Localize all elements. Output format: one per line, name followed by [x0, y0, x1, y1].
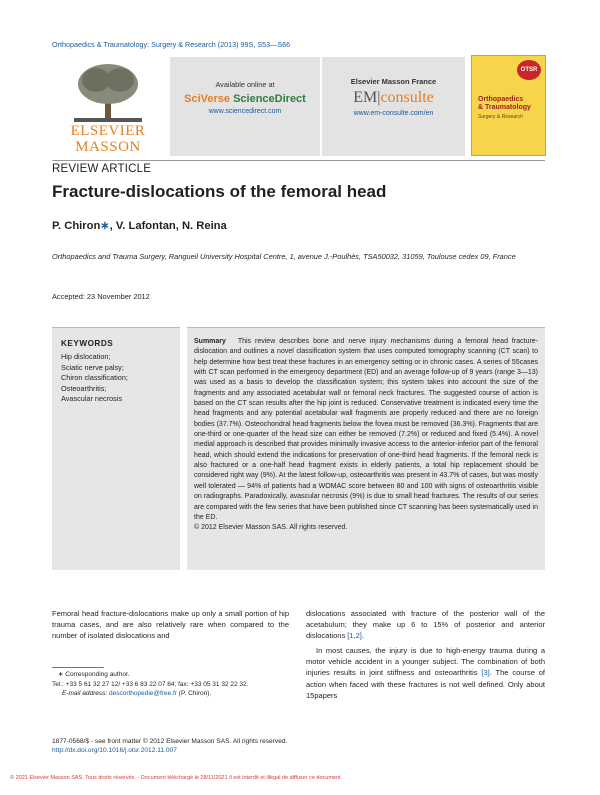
em-logo-consulte: consulte — [380, 89, 434, 106]
masson-logo-text: MASSON — [75, 139, 141, 155]
keywords-heading: KEYWORDS — [61, 339, 114, 348]
footnote-corresponding: ∗ Corresponding author. — [58, 671, 130, 678]
journal-citation[interactable]: Orthopaedics & Traumatology: Surgery & Research (2013) 99S, S53—S66 — [52, 40, 291, 49]
sciverse-label: SciVerse — [184, 93, 234, 105]
keyword-item: Avascular necrosis — [61, 394, 123, 404]
em-consulte-link[interactable]: www.em-consulte.com/en — [353, 110, 434, 117]
accepted-date: Accepted: 23 November 2012 — [52, 292, 150, 301]
keywords-box — [52, 327, 180, 570]
authors: P. Chiron∗, V. Lafontan, N. Reina — [52, 220, 227, 232]
abstract-box — [187, 327, 545, 570]
citation-link[interactable]: [1,2] — [347, 631, 362, 641]
available-online-label: Available online at — [215, 80, 275, 89]
doi-link[interactable]: http://dx.doi.org/10.1016/j.otsr.2012.11.007 — [52, 747, 177, 755]
cover-subtitle: Surgery & Research — [478, 114, 524, 120]
footnote-phone: Tel.: +33 5 61 32 27 12/ +33 6 83 22 07 84; fax: +33 05 31 32 22 32. — [52, 680, 249, 688]
affiliation: Orthopaedics and Trauma Surgery, Rangueil University Hospital Centre, 1, avenue J.-Poulhès, TSA50032, 31059, Toulouse cedex 09, France — [52, 252, 516, 261]
cover-title: Orthopaedics & Traumatology — [478, 96, 531, 111]
body-paragraph: dislocations associated with fracture of the posterior wall of the acetabulum; they make up 6 to 15% of posterior and anterior dislocations [1,2]. — [306, 609, 545, 641]
em-title: Elsevier Masson France — [350, 77, 437, 86]
sciverse-logo — [170, 93, 320, 105]
article-type: REVIEW ARTICLE — [52, 163, 152, 175]
journal-cover — [471, 55, 546, 156]
sciencedirect-box — [170, 57, 320, 156]
email-link[interactable]: descorthopedie@free.fr — [108, 690, 177, 698]
download-watermark: © 2021 Elsevier Masson SAS. Tous droits réservés. - Document téléchargé le 28/11/2021 Il est interdit et illégal de diffuser ce document. — [10, 775, 343, 781]
abstract-text — [194, 337, 538, 534]
abstract-copyright: © 2012 Elsevier Masson SAS. All rights reserved. — [194, 524, 348, 532]
keyword-item: Hip dislocation; — [61, 352, 111, 361]
keyword-item: Chiron classification; — [61, 373, 128, 383]
elsevier-logo-text: ELSEVIER — [70, 123, 146, 139]
sciencedirect-link[interactable]: www.sciencedirect.com — [208, 108, 282, 115]
keywords-list — [61, 352, 128, 405]
citation-link[interactable]: [3] — [481, 668, 490, 678]
body-column-left: Femoral head fracture-dislocations make up only a small portion of hip trauma cases, and are also relatively rare when compared to the number of isolated dislocations and — [52, 609, 289, 641]
header-divider — [52, 160, 545, 161]
article-title: Fracture-dislocations of the femoral head — [52, 182, 387, 201]
footnote-divider — [52, 667, 104, 668]
footnote — [52, 670, 302, 699]
body-column-right — [306, 608, 545, 701]
em-consulte-logo: EM|consulte — [353, 89, 434, 106]
abstract-label: Summary — [194, 338, 226, 345]
abstract-body: This review describes bone and nerve injury mechanisms during a femoral head fracture-dislocation and outlines a novel classification system that uses computed tomography scanning (CT scan) to help determine how best treat these fractures in an emergency setting or in chronic cases. A series of 55cases with CT scan performed in the emergency department (ED) and an average follow-up of 9 years (range 3—13) was used as a basis to develop the classification system; this system takes into account the size of the fragments and any associated acetabular wall or femoral neck fractures. The suggested course of action is based on the CT scan results after the hip joint is reduced. Conservative treatment is indicated every time the head fragments and any potential acetabular wall fragments are properly reduced and there are no foreign bodies (37.7%). Osteochondral head fragments below the fovea must be removed (36.3%). Fragments that are one-third or one-quarter of the head size can either be removed (7.2%) or reduced and fixed (5.4%). A novel medial approach is described that provides minimally invasive access to the anterior-inferior part of the femoral head, which should extend the indications for preservation of one-third head fragments. If the femoral neck is also fractured or a one-half head fragment exists in elderly patients, a total hip replacement should be considered right way (9%). At the latest follow-up, osteoarthritis was present in 43.7% of cases, but was mostly well tolerated — 94% of patients had a WOMAC score between 80 and 100 with signs of osteoarthritis visible on radiographs. Paradoxically, avascular necrosis (9%) is due to small head fractures. The results of our series are compared with the few series that have been published since CT scanning has been systematically used in the ED. — [194, 338, 538, 521]
em-consulte-box — [322, 57, 465, 156]
sciencedirect-label: ScienceDirect — [233, 93, 306, 105]
keyword-item: Osteoarthritis; — [61, 383, 107, 393]
body-paragraph: In most causes, the injury is due to high-energy trauma during a motor vehicle accident in a younger subject. The combination of both injuries results in joint stiffness and osteoarthritis [3]. The course of action when faced with these fractures is not well defined. Only about 15papers — [306, 646, 545, 700]
elsevier-tree-icon — [74, 62, 142, 122]
issn-line: 1877-0568/$ - see front matter © 2012 Elsevier Masson SAS. All rights reserved. — [52, 738, 288, 745]
elsevier-masson-logo — [52, 60, 164, 157]
corresponding-author-mark[interactable]: ∗ — [100, 220, 110, 232]
em-logo-em: EM — [353, 89, 378, 106]
keyword-item: Sciatic nerve palsy; — [61, 362, 124, 372]
issn-block — [52, 737, 287, 756]
footnote-email-line: E-mail address: descorthopedie@free.fr (P. Chiron). — [62, 690, 212, 698]
otsr-logo: OTSR — [517, 60, 541, 80]
